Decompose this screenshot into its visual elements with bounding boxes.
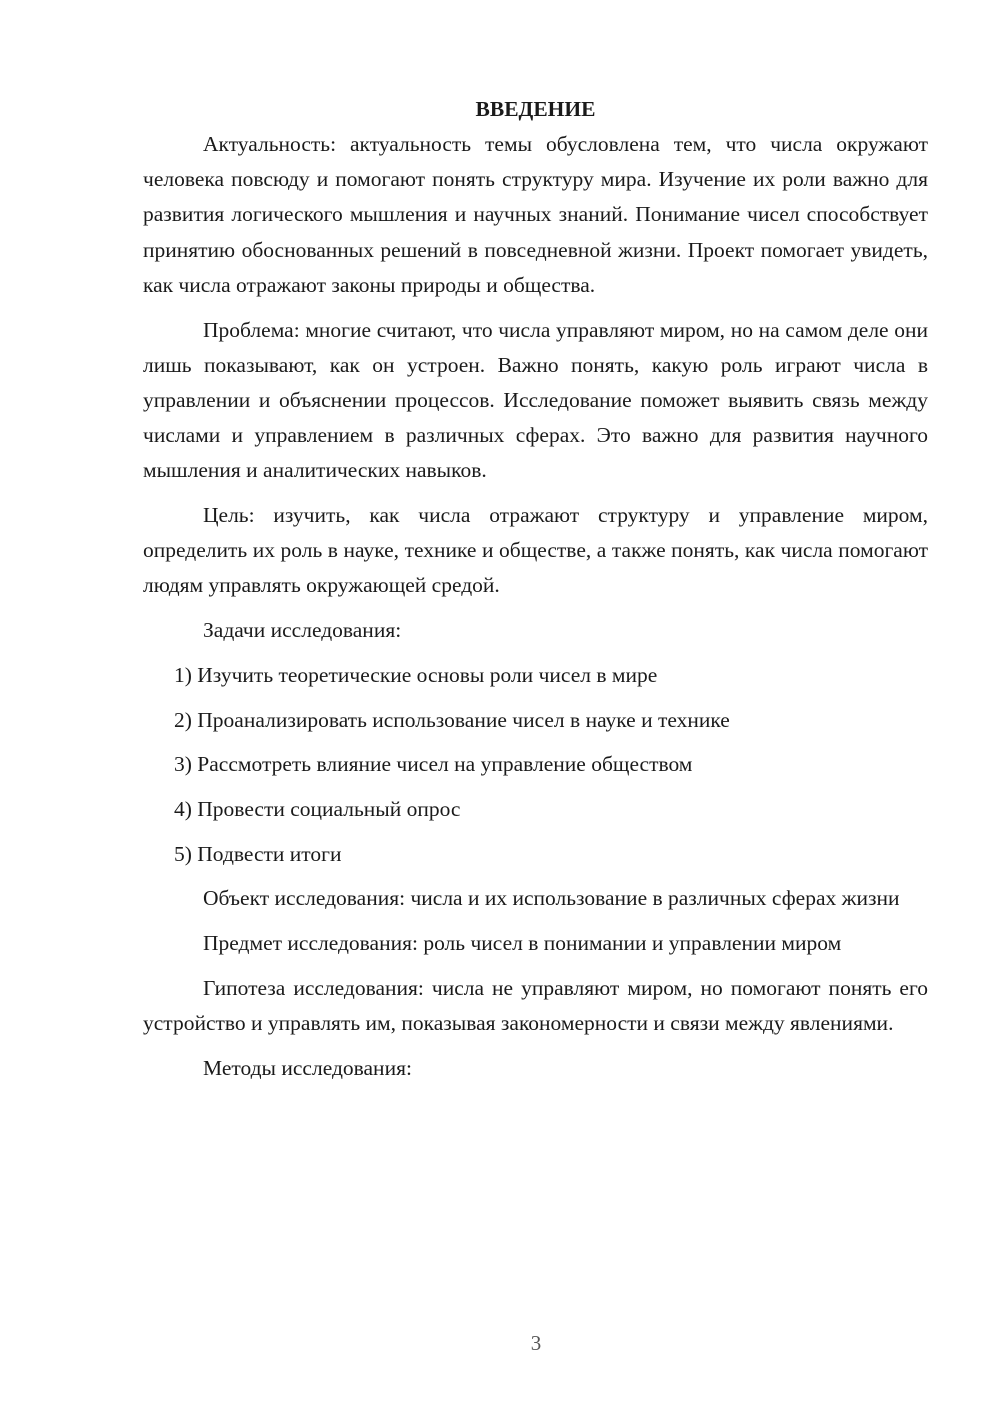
paragraph-hypothesis: Гипотеза исследования: числа не управляют миром, но помогают понять его устройство и управлять им, показывая закономерности и связи между явлениями.: [143, 975, 928, 1035]
paragraph-methods: Методы исследования:: [203, 1055, 412, 1080]
paragraph-goal: Цель: изучить, как числа отражают структуру и управление миром, определить их роль в науке, технике и обществе, а также понять, как числа помогают людям управлять окружающей средой.: [143, 503, 928, 598]
list-item: 4) Провести социальный опрос: [174, 796, 461, 821]
document-page: [143, 92, 928, 1095]
list-item: 5) Подвести итоги: [174, 841, 342, 866]
page-title: ВВЕДЕНИЕ: [475, 97, 596, 121]
page-number: 3: [530, 1331, 542, 1355]
tasks-list: [143, 658, 928, 872]
paragraph-subject: Предмет исследования: роль чисел в понимании и управлении миром: [203, 931, 842, 956]
paragraph-relevance: Актуальность: актуальность темы обусловлена тем, что числа окружают человека повсюду и помогают понять структуру мира. Изучение их роли важно для развития логического мышления и научных знаний. Понимание чисел способствует принятию обоснованных решений в повседневной жизни. Проект помогает увидеть, как числа отражают законы природы и общества.: [143, 132, 928, 297]
list-item: 3) Рассмотреть влияние чисел на управление обществом: [174, 752, 693, 777]
list-item: 2) Проанализировать использование чисел в науке и технике: [174, 707, 730, 732]
paragraph-tasks-heading: Задачи исследования:: [203, 618, 402, 643]
paragraph-object: Объект исследования: числа и их использование в различных сферах жизни: [203, 886, 900, 911]
list-item: 1) Изучить теоретические основы роли чисел в мире: [174, 662, 658, 687]
paragraph-problem: Проблема: многие считают, что числа управляют миром, но на самом деле они лишь показывают, как он устроен. Важно понять, какую роль играют числа в управлении и объяснении процессов. Исследование поможет выявить связь между числами и управлением в различных сферах. Это важно для развития научного мышления и аналитических навыков.: [143, 317, 928, 483]
